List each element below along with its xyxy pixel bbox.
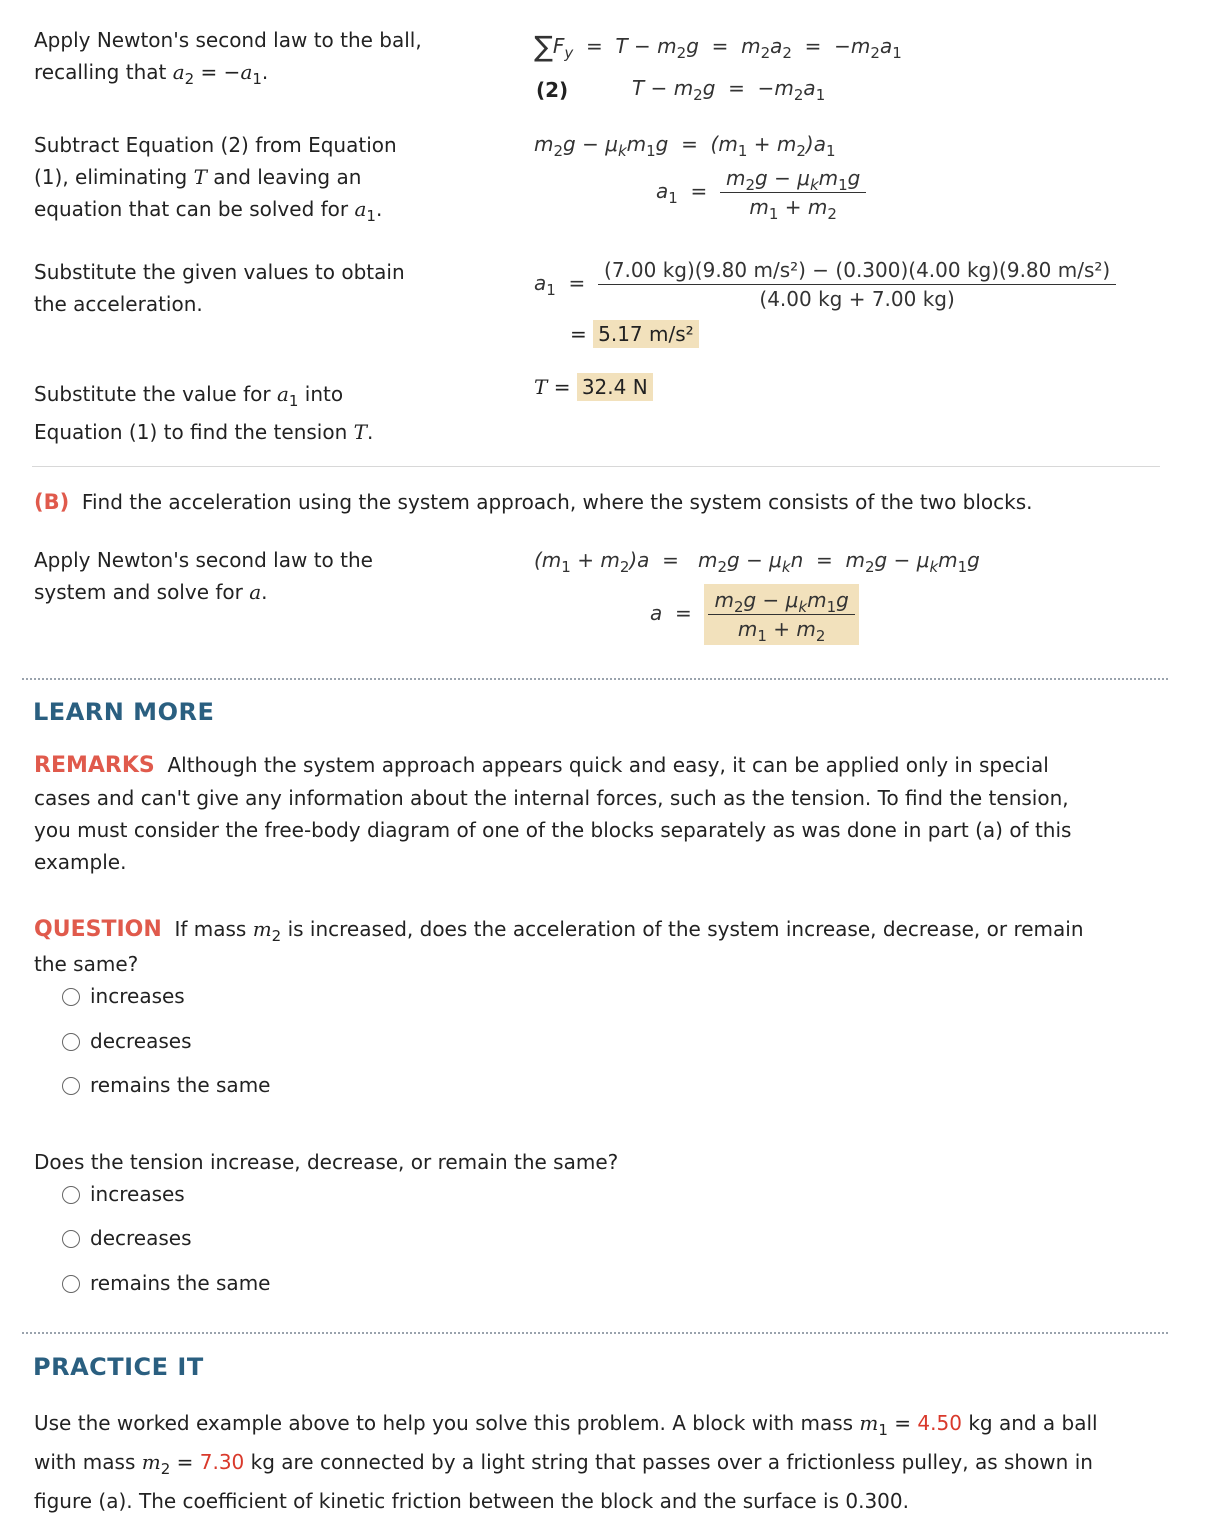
radio-icon[interactable]	[62, 988, 80, 1006]
question-1: QUESTION If mass $m_2$ is increased, does the acceleration of the system increase, decrease, or remain the same?	[34, 917, 1084, 976]
step1-equation-sum: $\sum F_y = T - m_2g = m_2a_2 = -m_2a_1$	[534, 30, 902, 63]
equation-number-2: (2)	[536, 78, 569, 102]
step3-equation: $a_1$ = $\frac{\text{(7.00 kg)(9.80 m/s²) − (0.300)(4.00 kg)(9.80 m/s²)}}{(4.00 kg + 7.00 kg)}$	[534, 258, 1116, 311]
practice-it-title: PRACTICE IT	[33, 1353, 204, 1381]
step3-result-line: = 5.17 m/s²	[570, 322, 699, 346]
radio-icon[interactable]	[62, 1230, 80, 1248]
m2-value: 7.30	[199, 1450, 245, 1474]
radio-icon[interactable]	[62, 1186, 80, 1204]
dotted-divider-2	[22, 1332, 1168, 1334]
partB-answer-highlight: $\frac{m_2g - \mu_km_1g}{m_1 + m_2}$	[704, 584, 858, 645]
q2-option-remains-same[interactable]: remains the same	[62, 1267, 270, 1299]
dotted-divider-1	[22, 678, 1168, 680]
step1-equation-2: $T - m_2g = -m_2a_1$	[632, 76, 826, 104]
step1-text: Apply Newton's second law to the ball, recalling that $a_2 = -a_1$.	[34, 28, 422, 88]
tension-result: 32.4 N	[577, 373, 653, 401]
m1-value: 4.50	[917, 1411, 962, 1435]
step4-text: Substitute the value for $a_1$ into Equation (1) to find the tension T.	[34, 382, 374, 444]
q1-option-increases[interactable]: increases	[62, 980, 185, 1012]
radio-icon[interactable]	[62, 1077, 80, 1095]
step3-text: Substitute the given values to obtain the acceleration.	[34, 260, 405, 316]
partB-equation-system: $(m_1 + m_2)a = m_2g - \mu_kn = m_2g - \mu_km_1g$	[534, 548, 980, 576]
practice-paragraph: Use the worked example above to help you solve this problem. A block with mass $m_1 = 4.50$ kg and a ball with mass $m_2 = 7.30$ kg are connected by a light string that passes over a frictionless pulley, as shown in figure (a). The coefficient of kinetic friction between the block and the surface is 0.300.	[34, 1411, 1098, 1513]
divider	[32, 466, 1160, 467]
remarks-label: REMARKS	[34, 753, 155, 778]
q1-option-decreases[interactable]: decreases	[62, 1025, 191, 1057]
question-label: QUESTION	[34, 917, 162, 942]
step2-equation-a1: $a_1$ = $\frac{m_2g - \mu_km_1g}{m_1 + m_2}$	[656, 166, 866, 219]
step3-numerator: (7.00 kg)(9.80 m/s²) − (0.300)(4.00 kg)(9.80 m/s²)	[598, 258, 1116, 285]
step4-result-line: T = 32.4 N	[534, 375, 653, 399]
remarks-paragraph: REMARKS Although the system approach appears quick and easy, it can be applied only in special cases and can't give any information about the internal forces, such as the tension. To find the tension, you must consider the free-body diagram of one of the blocks separately as was done in part (a) of this example.	[34, 753, 1072, 874]
q1-option-remains-same[interactable]: remains the same	[62, 1069, 270, 1101]
step2-equation-combined: $m_2g - \mu_km_1g = (m_1 + m_2)a_1$	[534, 132, 836, 160]
step2-text: Subtract Equation (2) from Equation (1), eliminating T and leaving an equation that can be solved for $a_1$.	[34, 133, 397, 225]
partB-heading: (B) Find the acceleration using the system approach, where the system consists of the two blocks.	[34, 490, 1033, 514]
q2-option-decreases[interactable]: decreases	[62, 1222, 191, 1254]
radio-icon[interactable]	[62, 1033, 80, 1051]
question-2: Does the tension increase, decrease, or remain the same?	[34, 1150, 619, 1174]
partB-equation-a: a = $\frac{m_2g - \mu_km_1g}{m_1 + m_2}$	[650, 584, 859, 645]
partB-label: (B)	[34, 490, 70, 514]
q2-option-increases[interactable]: increases	[62, 1178, 185, 1210]
acceleration-result: 5.17 m/s²	[593, 320, 699, 348]
step3-denominator: (4.00 kg + 7.00 kg)	[759, 287, 955, 311]
partB-step-text: Apply Newton's second law to the system and solve for a.	[34, 548, 373, 604]
radio-icon[interactable]	[62, 1275, 80, 1293]
learn-more-title: LEARN MORE	[33, 698, 215, 726]
